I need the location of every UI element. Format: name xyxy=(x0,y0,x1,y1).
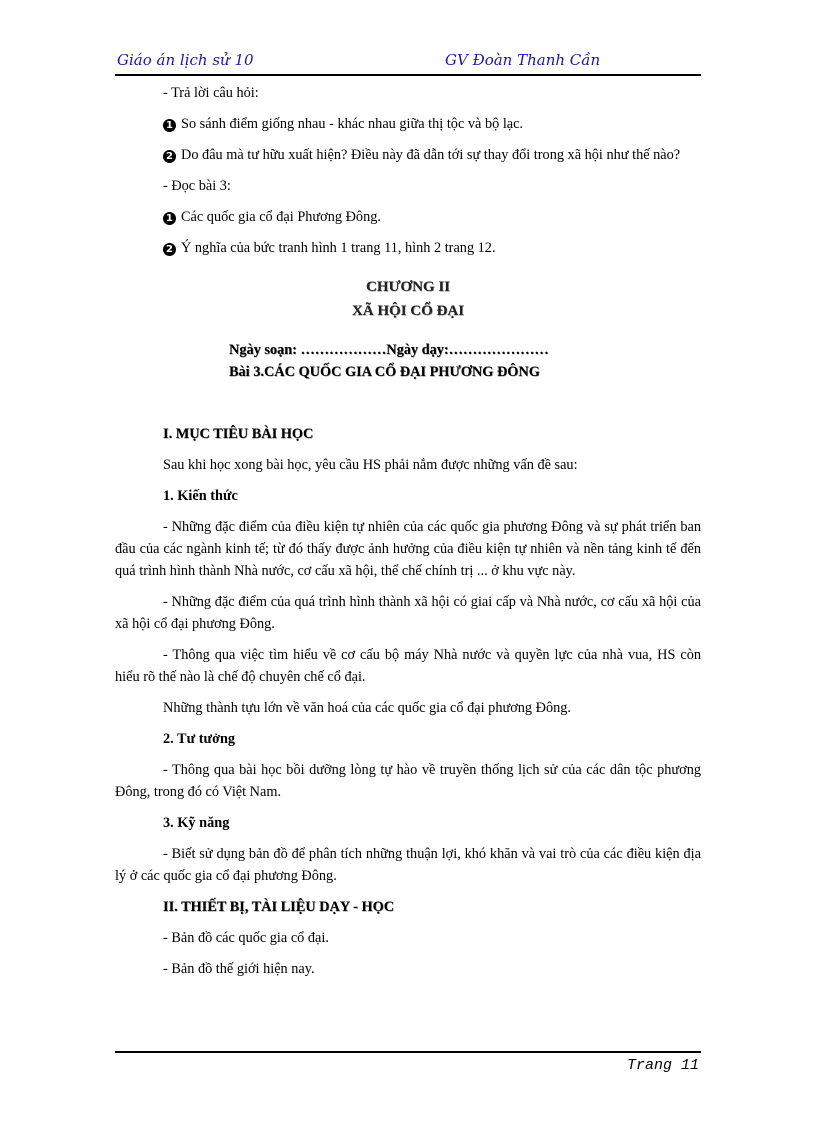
number-2-bullet-icon: 2 xyxy=(163,243,176,256)
reading-item-1 xyxy=(115,206,701,228)
page-number: Trang 11 xyxy=(626,1057,699,1074)
objectives-intro: Sau khi học xong bài học, yêu cầu HS phải nắm được những vấn đề sau: xyxy=(163,457,578,473)
page-header xyxy=(115,50,701,76)
read-lesson-line: - Đọc bài 3: xyxy=(163,178,231,194)
lesson-title: Bài 3.CÁC QUỐC GIA CỔ ĐẠI PHƯƠNG ĐÔNG xyxy=(229,364,540,380)
header-teacher-name: GV Đoàn Thanh Cần xyxy=(445,51,601,69)
knowledge-item-1: - Những đặc điểm của điều kiện tự nhiên của các quốc gia phương Đông và sự phát triển ban đầu của các ngành kinh tế; từ đó thấy được ảnh hưởng của điều kiện tự nhiên và nền tảng kinh tế đến quá trình hình thành Nhà nước, cơ cấu xã hội, thể chế chính trị ... ở khu vực này. xyxy=(115,519,701,579)
answer-questions-line: - Trả lời câu hỏi: xyxy=(163,85,259,101)
section-materials-heading: II. THIẾT BỊ, TÀI LIỆU DẠY - HỌC xyxy=(163,899,395,915)
page-footer xyxy=(115,1051,701,1074)
page-content xyxy=(115,82,701,989)
subsection-knowledge-heading: 1. Kiến thức xyxy=(163,488,238,504)
subsection-skills-heading: 3. Kỹ năng xyxy=(163,815,230,831)
chapter-number: CHƯƠNG II xyxy=(365,279,451,295)
subsection-attitude-heading: 2. Tư tưởng xyxy=(163,731,236,747)
skills-item-1: - Biết sử dụng bản đồ để phân tích những thuận lợi, khó khăn và vai trò của các điều kiện địa lý ở các quốc gia cổ đại phương Đông. xyxy=(115,846,701,884)
header-course-title: Giáo án lịch sử 10 xyxy=(117,51,254,69)
materials-item-1: - Bản đồ các quốc gia cổ đại. xyxy=(163,930,329,946)
attitude-item-1: - Thông qua bài học bồi dưỡng lòng tự hào về truyền thống lịch sử của các dân tộc phương Đông, trong đó có Việt Nam. xyxy=(115,762,701,800)
reading-item-2-text: Ý nghĩa của bức tranh hình 1 trang 11, hình 2 trang 12. xyxy=(181,240,496,256)
question-2 xyxy=(115,144,701,166)
reading-item-1-text: Các quốc gia cổ đại Phương Đông. xyxy=(181,209,381,225)
number-1-bullet-icon: 1 xyxy=(163,212,176,225)
question-1 xyxy=(115,113,701,135)
question-1-text: So sánh điểm giống nhau - khác nhau giữa thị tộc và bộ lạc. xyxy=(181,116,524,132)
section-objectives-heading: I. MỤC TIÊU BÀI HỌC xyxy=(163,426,314,442)
question-2-text: Do đâu mà tư hữu xuất hiện? Điều này đã dẫn tới sự thay đổi trong xã hội như thế nào? xyxy=(181,147,681,163)
knowledge-item-3: - Thông qua việc tìm hiểu về cơ cấu bộ máy Nhà nước và quyền lực của nhà vua, HS còn hiểu rõ thế nào là chế độ chuyên chế cổ đại. xyxy=(115,647,701,685)
number-2-bullet-icon: 2 xyxy=(163,150,176,163)
chapter-title: XÃ HỘI CỔ ĐẠI xyxy=(351,303,465,319)
number-1-bullet-icon: 1 xyxy=(163,119,176,132)
knowledge-item-4: Những thành tựu lớn về văn hoá của các quốc gia cổ đại phương Đông. xyxy=(163,700,571,716)
materials-item-2: - Bản đồ thế giới hiện nay. xyxy=(163,961,315,977)
reading-item-2 xyxy=(115,237,701,259)
lesson-dates: Ngày soạn: ………………Ngày dạy:………………… xyxy=(229,342,549,358)
knowledge-item-2: - Những đặc điểm của quá trình hình thành xã hội có giai cấp và Nhà nước, cơ cấu xã hội của xã hội cổ đại phương Đông. xyxy=(115,594,701,632)
